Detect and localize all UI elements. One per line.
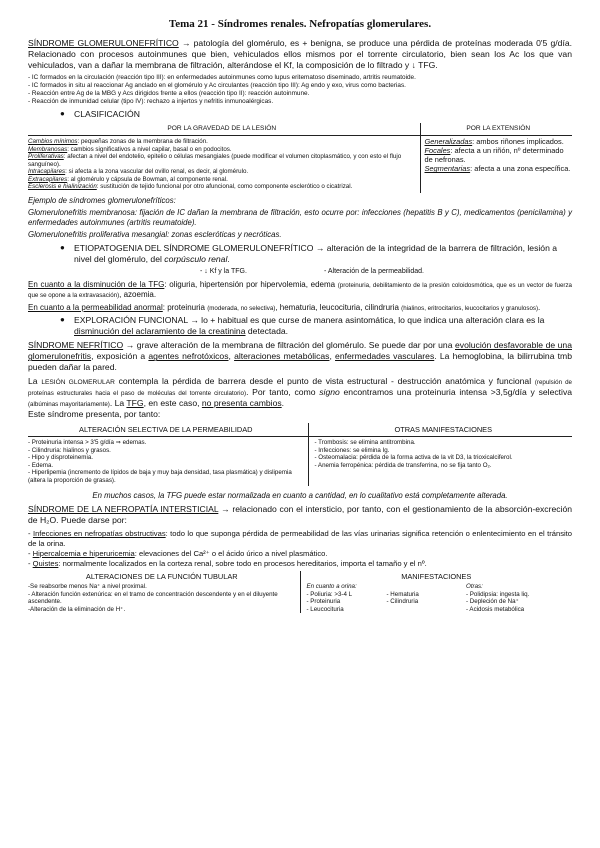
clasificacion-bullet: ● CLASIFICACIÓN <box>60 109 140 120</box>
bullet-icon: ● <box>60 242 65 252</box>
list-item: - Reacción de inmunidad celular (tipo IV): rechazo a injertos y nefritis inmunoalérgicas. <box>28 98 274 106</box>
lesion-paragraph: La LESIÓN GLOMERULAR contempla la pérdida de barrera desde el punto de vista estructural - destrucción anatómica y funcional (repulsión de proteínas estructurales hacia el paso de moléculas del torrente circulatorio). Por tanto, como signo encontramos una proteinuria intensa >3,5g/día y selectiva (albúminas mayoritariamente). La TFG, en este caso, no presenta cambios. Este síndrome presenta, por tanto: <box>28 376 573 420</box>
list-item: - Edema. <box>28 461 54 469</box>
list-item: - Quistes: normalmente localizados en la corteza renal, sobre todo en procesos hereditarios, importa el tamaño y el nº. <box>28 559 427 569</box>
intersticial-paragraph: SÍNDROME DE LA NEFROPATÍA INTERSTICIAL → relacionado con el intersticio, por tanto, con el gestionamiento de la absorción-excreción de H₂O. Puede darse por: <box>28 504 573 526</box>
section-heading: SÍNDROME DE LA NEFROPATÍA INTERSTICIAL <box>28 504 219 515</box>
tfg-paragraph: En cuanto a la disminución de la TFG: oliguria, hipertensión por hipervolemia, edema (proteinuria, debilitamiento de la presión coloidosmótica, que es un vector de fuerza que se opone a la extravasación), azoemia. <box>28 280 572 299</box>
nefritico-paragraph: SÍNDROME NEFRÍTICO → grave alteración de la membrana de filtración del glomérulo. Se puede dar por una evolución desfavorable de una glomerulonefritis, exposición a agentes nefrotóxicos, alteraciones metabólicas, enfermedades vasculares. La hemoglobina, la bilirrubina tmb pueden dañar la pared. <box>28 340 572 373</box>
ejemplo-text: Glomerulonefritis proliferativa mesangial: zonas escleróticas y necróticas. <box>28 230 282 239</box>
list-item: Cambios mínimos: pequeñas zonas de la membrana de filtración. <box>28 138 208 146</box>
otras-cell <box>308 437 572 486</box>
bullet-icon: ● <box>60 109 65 119</box>
exploracion-bullet: ● EXPLORACIÓN FUNCIONAL → lo + habitual es que curse de manera asintomática, lo que indica una alteración clara es la disminución del aclaramiento de la creatinina detectada. <box>60 315 545 337</box>
orina-cell: En cuanto a orina: - Poliuria: >3-4 L - Proteinuria - Leucocituria - Hematuria - Cilindruria <box>306 583 419 613</box>
list-item: Extracapilares: al glomérulo y cápsula de Bowman, al componente renal. <box>28 175 228 183</box>
table-header: MANIFESTACIONES <box>401 572 472 582</box>
permeabilidad-paragraph: En cuanto a la permeabilidad anormal: proteinuria (moderada, no selectiva), hematuria, leucocituria, cilindruria (hialinos, eritrocitarios, leucocitarios y granulosos). <box>28 302 541 312</box>
list-item: - Depleción de Na⁺ <box>466 598 519 606</box>
list-item: - Hipo y disproteinemia. <box>28 454 93 462</box>
etiopatogenia-bullet: ● ETIOPATOGENIA DEL SÍNDROME GLOMERULONEFRÍTICO → alteración de la integridad de la barrera de filtración, lesión a nivel del glomérulo, del corpúsculo renal. <box>60 242 558 264</box>
alteraciones-cell <box>28 582 300 613</box>
list-item: - Infecciones en nefropatías obstructivas: todo lo que suponga pérdida de permeabilidad de las vías urinarias significa retención o enlentecimiento en el tránsito de la orina. <box>28 529 573 548</box>
list-item: - IC formados en la circulación (reacción tipo III): en enfermedades autoinmunes como lupus eritematoso diseminado, artritis reumatoide. <box>28 74 416 82</box>
nota-text: En muchos casos, la TFG puede estar normalizada en cuanto a cantidad, en lo cualitativo está completamente alterada. <box>92 490 508 500</box>
nefritico-table <box>28 423 572 486</box>
section-heading: SÍNDROME GLOMERULONEFRÍTICO <box>28 38 179 49</box>
alteracion-cell <box>28 437 308 486</box>
list-item: -Se reabsorbe menos Na⁺ a nivel proximal. <box>28 583 147 591</box>
list-item: Focales: afecta a un riñón, nº determinado de nefronas. <box>424 146 564 165</box>
list-item: Proliferativas: afectan a nivel del endotelio, epitelio o células mesangiales (puede modificar el volumen citoplasmático, y con esto el flujo sanguíneo). <box>28 153 402 168</box>
table-header: ALTERACIÓN SELECTIVA DE LA PERMEABILIDAD <box>28 423 308 437</box>
list-item: - ↓ Kf y la TFG. <box>200 267 247 275</box>
table-header: POR LA EXTENSIÓN <box>420 123 572 136</box>
gravedad-cell <box>28 136 420 193</box>
list-item: - Alteración de la permeabilidad. <box>324 267 425 275</box>
list-item: - Proteinuria <box>306 598 341 606</box>
ejemplo-title: Ejemplo de síndromes glomerulonefríticos: <box>28 195 176 205</box>
list-item: Esclerosis e hialinización: sustitución de tejido funcional por otro afuncional, como componente esclerótico o cicatrizal. <box>28 183 353 191</box>
list-item: Intracapilares: si afecta a la zona vascular del ovillo renal, es decir, al glomérulo. <box>28 168 249 176</box>
list-item: - Alteración función extenúrica: en el tramo de concentración descendente y en el diluyente ascendente. <box>28 590 278 606</box>
list-item: - Infecciones: se elimina Ig. <box>314 446 390 454</box>
list-item: - Hipercalcemia e hiperuricemia: elevaciones del Ca²⁺ o el ácido úrico a nivel plasmático. <box>28 548 328 558</box>
page-title: Tema 21 - Síndromes renales. Nefropatías glomerulares. <box>168 18 432 30</box>
otras-cell: Otras: - Polidipsia: ingesta liq. - Depleción de Na⁺ - Acidosis metabólica <box>460 582 572 613</box>
sub-items <box>200 268 572 277</box>
section-heading: SÍNDROME NEFRÍTICO <box>28 340 124 351</box>
list-item: - IC formados in situ al reaccionar Ag anclado en el glomérulo y Ac circulantes (reacción tipo III): Ag endo y exo, virus como bacterias. <box>28 82 406 90</box>
table-header: POR LA GRAVEDAD DE LA LESIÓN <box>28 123 420 136</box>
list-item: - Cilindruria <box>386 598 419 606</box>
dash-list <box>28 74 572 106</box>
list-item: - Polidipsia: ingesta liq. <box>466 590 530 598</box>
list-item: - Hematuria <box>386 590 419 598</box>
list-item: - Hiperlipemia (incremento de lípidos de baja y muy baja densidad, tasa plasmática) y dislipemia (altera la proporción de grasas). <box>28 469 292 484</box>
list-item: - Leucocituria <box>306 605 344 613</box>
list-item: Membranosas: cambios significativos a nivel capilar, basal o en podocitos. <box>28 145 232 153</box>
list-item: Segmentarias: afecta a una zona específica. <box>424 164 571 174</box>
list-item: -Alteración de la eliminación de H⁺. <box>28 605 126 613</box>
list-item: - Cilindruria: hialinos y grasos. <box>28 446 111 454</box>
list-item: - Acidosis metabólica <box>466 605 525 613</box>
list-item: - Osteomalacia: pérdida de la forma activa de la vit D3, la trioxicalciferol. <box>314 454 513 462</box>
list-item: - Poliuria: >3-4 L <box>306 590 353 598</box>
extension-cell <box>420 136 572 193</box>
list-item: - Anemia ferropénica: pérdida de transferrina, no se fija tanto O₂. <box>314 461 492 469</box>
bullet-icon: ● <box>60 315 65 325</box>
clasificacion-table <box>28 123 572 192</box>
glomerulonefritico-intro: SÍNDROME GLOMERULONEFRÍTICO → patología del glomérulo, es + benigna, se produce una pérdida de proteínas moderada 0'5 g/día. Relacionado con procesos autoinmunes que bien, vehiculados ellos mismos por el torrente circulatorio, bien sean los Ac los que van vehiculados, van a dañar la membrana de filtración, alterándose el Kf, la composición de lo filtrado y ↓ TFG. <box>28 38 572 71</box>
list-item: - Reacción entre Ag de la MBG y Acs dirigidos frente a ellos (reacción tipo II): reacción autoinmune. <box>28 90 310 98</box>
table-header: ALTERACIONES DE LA FUNCIÓN TUBULAR <box>28 571 300 582</box>
list-item: - Proteinuria intensa > 3'5 g/día ⇒ edemas. <box>28 439 147 447</box>
list-item: Generalizadas: ambos riñones implicados. <box>424 137 564 147</box>
list-item: - Trombosis: se elimina antitrombina. <box>314 439 416 447</box>
table-header: OTRAS MANIFESTACIONES <box>308 423 572 437</box>
tubular-table <box>28 571 572 613</box>
ejemplo-text: Glomerulonefritis membranosa: fijación de IC dañan la membrana de filtración, esto ocurre por: infecciones (hepatitis B y C), medicamentos (penicilamina) y enfermedades autoinmunes (artritis reumatoide). <box>28 208 572 227</box>
